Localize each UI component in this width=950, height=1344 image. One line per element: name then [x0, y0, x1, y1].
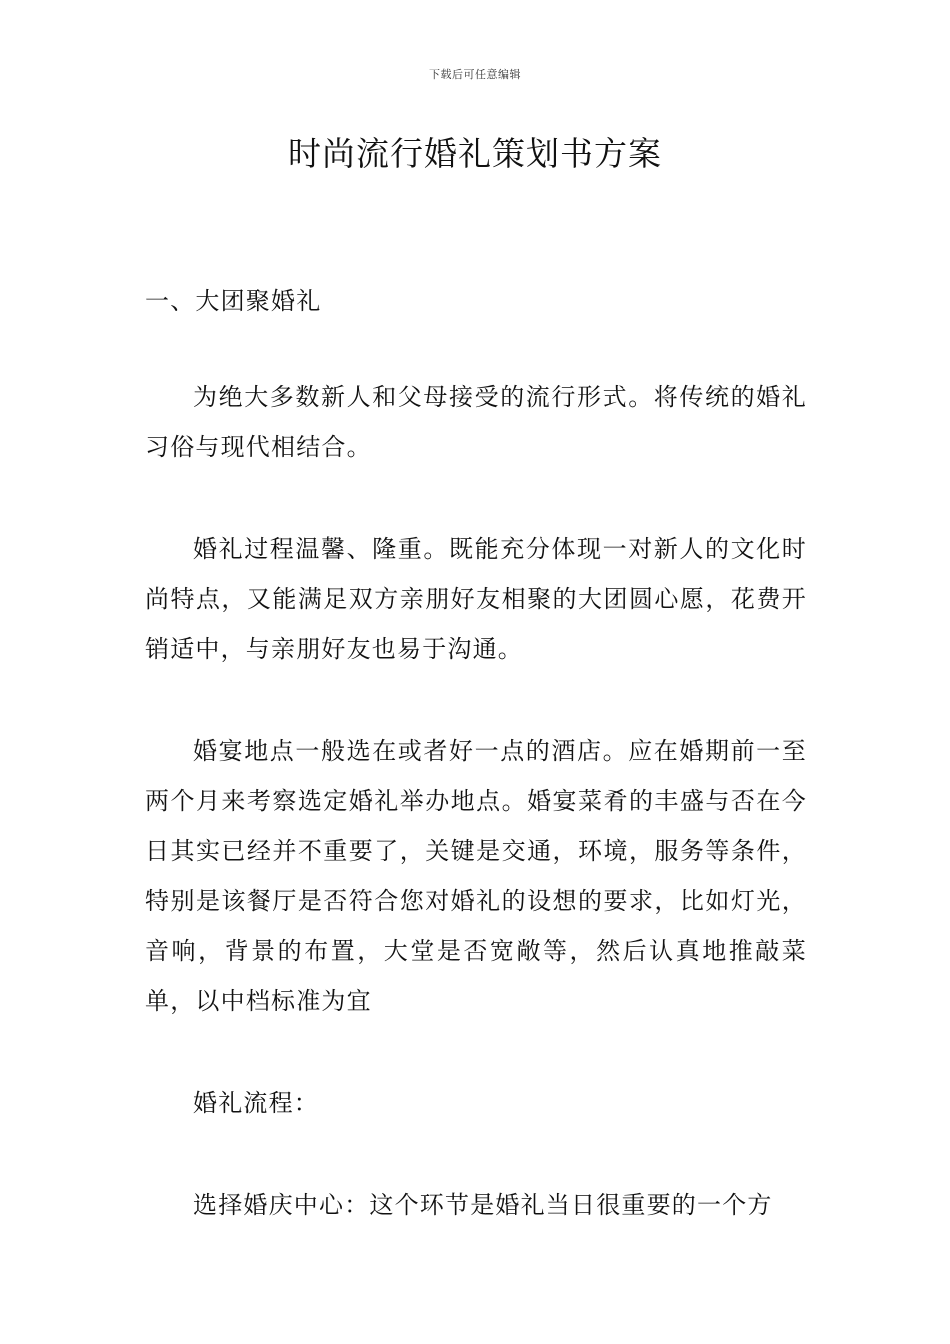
- document-body: [145, 276, 807, 1230]
- paragraph-wedding-center: 选择婚庆中心：这个环节是婚礼当日很重要的一个方: [193, 1191, 773, 1219]
- paragraph-flow-heading: 婚礼流程：: [193, 1089, 319, 1117]
- paragraph-venue: 婚宴地点一般选在或者好一点的酒店。应在婚期前一至两个月来考察选定婚礼举办地点。婚宴菜肴的丰盛与否在今日其实已经并不重要了，关键是交通，环境，服务等条件，特别是该餐厅是否符合您对婚礼的设想的要求，比如灯光，音响，背景的布置，大堂是否宽敞等，然后认真地推敲菜单，以中档标准为宜: [145, 737, 807, 1015]
- header-note: 下载后可任意编辑: [429, 68, 521, 81]
- section-heading: 一、大团聚婚礼: [145, 287, 322, 315]
- paragraph-process: 婚礼过程温馨、隆重。既能充分体现一对新人的文化时尚特点，又能满足双方亲朋好友相聚的大团圆心愿，花费开销适中，与亲朋好友也易于沟通。: [145, 535, 807, 663]
- document-title: 时尚流行婚礼策划书方案: [288, 134, 662, 173]
- paragraph-intro: 为绝大多数新人和父母接受的流行形式。将传统的婚礼习俗与现代相结合。: [145, 383, 807, 461]
